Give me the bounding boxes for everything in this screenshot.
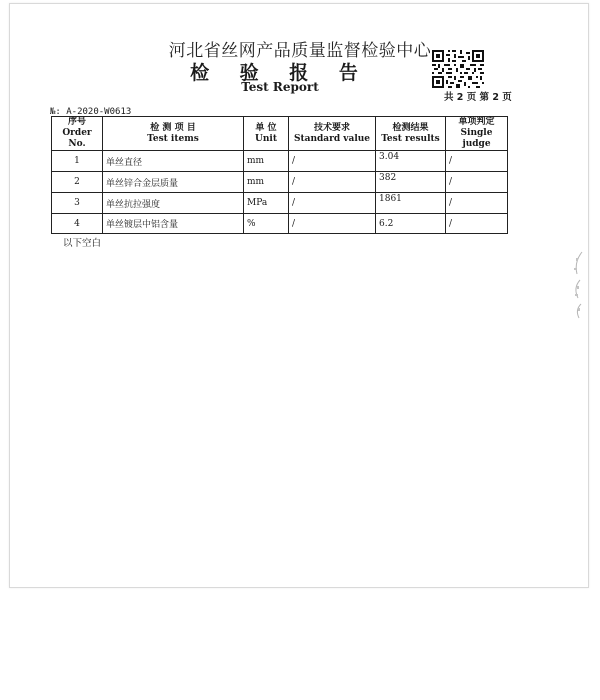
cell-standard-value: / xyxy=(289,172,376,193)
column-header-en: Standard value xyxy=(293,133,371,144)
cell-test-item: 单丝锌合金层质量 xyxy=(103,172,244,193)
page-info: 共 2 页 第 2 页 xyxy=(444,92,512,103)
column-header-unit xyxy=(244,117,289,151)
report-title: 检 验 报 告 xyxy=(190,62,370,84)
cell-standard-value: / xyxy=(289,214,376,234)
column-header-en: Order No. xyxy=(62,128,92,149)
cell-test-result: 1861 xyxy=(376,193,446,214)
cell-test-item: 单丝抗拉强度 xyxy=(103,193,244,214)
test-results-table xyxy=(51,116,508,234)
cell-standard-value: / xyxy=(289,151,376,172)
cell-order-no: 1 xyxy=(52,151,103,172)
column-header-cn: 序号 xyxy=(67,117,86,127)
cell-order-no: 4 xyxy=(52,214,103,234)
cell-standard-value: / xyxy=(289,193,376,214)
cell-test-result: 3.04 xyxy=(376,151,446,172)
cell-order-no: 2 xyxy=(52,172,103,193)
cell-single-judge: / xyxy=(446,172,508,193)
column-header-test-items xyxy=(103,117,244,151)
organization-title: 河北省丝网产品质量监督检验中心 xyxy=(168,41,432,61)
column-header-cn: 检 测 项 目 xyxy=(150,122,196,133)
column-header-en: Test results xyxy=(381,133,440,144)
cell-single-judge: / xyxy=(446,151,508,172)
qr-code-icon xyxy=(432,50,484,88)
column-header-cn: 检测结果 xyxy=(392,122,429,133)
column-header-order-no xyxy=(52,117,103,151)
column-header-cn: 技术要求 xyxy=(313,122,350,133)
cell-order-no: 3 xyxy=(52,193,103,214)
cell-unit: mm xyxy=(244,151,289,172)
cell-single-judge: / xyxy=(446,193,508,214)
cell-test-item: 单丝镀层中铝含量 xyxy=(103,214,244,234)
blank-below-note: 以下空白 xyxy=(63,238,102,249)
cell-unit: MPa xyxy=(244,193,289,214)
seam-stamp-fragment xyxy=(568,250,584,320)
cell-single-judge: / xyxy=(446,214,508,234)
cell-unit: % xyxy=(244,214,289,234)
table-row xyxy=(52,193,508,214)
table-row xyxy=(52,172,508,193)
cell-test-item: 单丝直径 xyxy=(103,151,244,172)
column-header-cn: 单项判定 xyxy=(458,117,495,127)
column-header-en: Test items xyxy=(147,133,199,144)
cell-test-result: 382 xyxy=(376,172,446,193)
table-row xyxy=(52,214,508,234)
cell-unit: mm xyxy=(244,172,289,193)
table-header-row xyxy=(52,117,508,151)
column-header-test-results xyxy=(376,117,446,151)
report-number: №: A-2020-W0613 xyxy=(50,107,132,117)
column-header-cn: 单 位 xyxy=(255,122,277,133)
table-row xyxy=(52,151,508,172)
report-title-english: Test Report xyxy=(241,80,319,94)
column-header-en: Single judge xyxy=(460,128,493,149)
cell-test-result: 6.2 xyxy=(376,214,446,234)
column-header-standard-value xyxy=(289,117,376,151)
column-header-en: Unit xyxy=(255,133,277,144)
column-header-single-judge xyxy=(446,117,508,151)
